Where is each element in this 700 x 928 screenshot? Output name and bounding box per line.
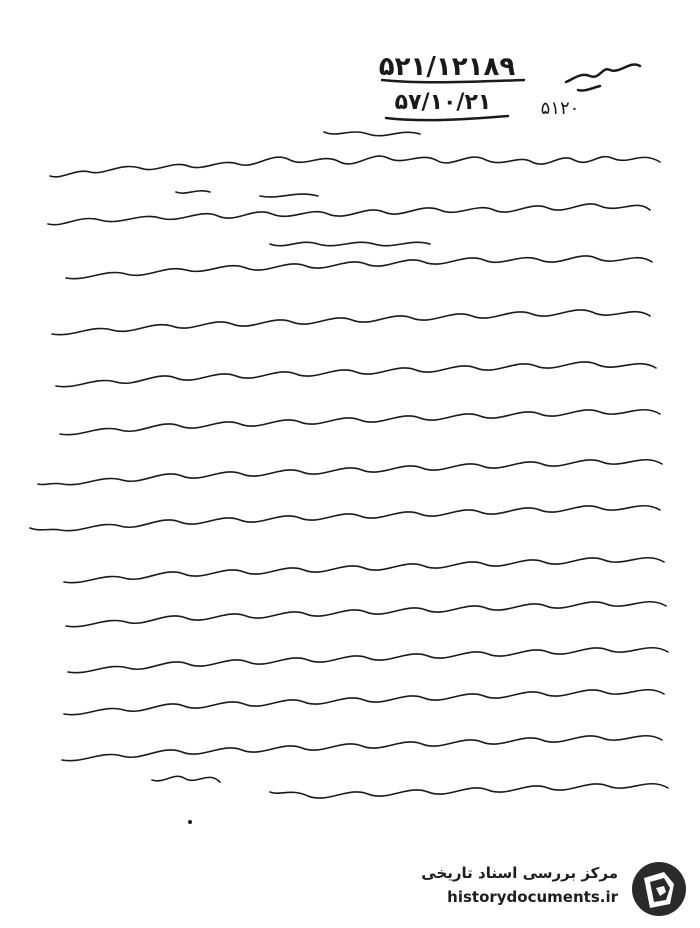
signature (152, 776, 220, 782)
line-2-top (176, 191, 318, 197)
line-2 (48, 204, 650, 225)
line-12 (64, 690, 664, 715)
line-6 (60, 410, 660, 435)
date-underline (386, 116, 508, 120)
line-11 (68, 648, 668, 673)
line-5 (56, 362, 656, 387)
document-date: ۵۷/۱۰/۲۱ (394, 90, 492, 115)
line-4 (52, 310, 650, 335)
archive-website: historydocuments.ir (447, 888, 618, 906)
archive-logo-icon (630, 860, 688, 918)
line-7 (38, 460, 662, 485)
archive-footer (388, 858, 688, 918)
reference-code: ۵۱۲۰ (540, 98, 580, 119)
line-14 (270, 784, 668, 798)
line-9 (64, 558, 664, 583)
ink-dot (188, 820, 192, 824)
mark-top-right (566, 64, 640, 90)
line-1 (50, 156, 660, 177)
line-3-top (270, 242, 430, 245)
line-10 (66, 602, 666, 627)
line-13 (62, 736, 662, 761)
archive-name: مرکز بررسی اسناد تاریخی (421, 864, 618, 882)
line-8 (30, 506, 660, 531)
document-number: ۵۲۱/۱۲۱۸۹ (378, 52, 516, 82)
line-1-top (324, 132, 420, 136)
line-3 (66, 256, 652, 279)
